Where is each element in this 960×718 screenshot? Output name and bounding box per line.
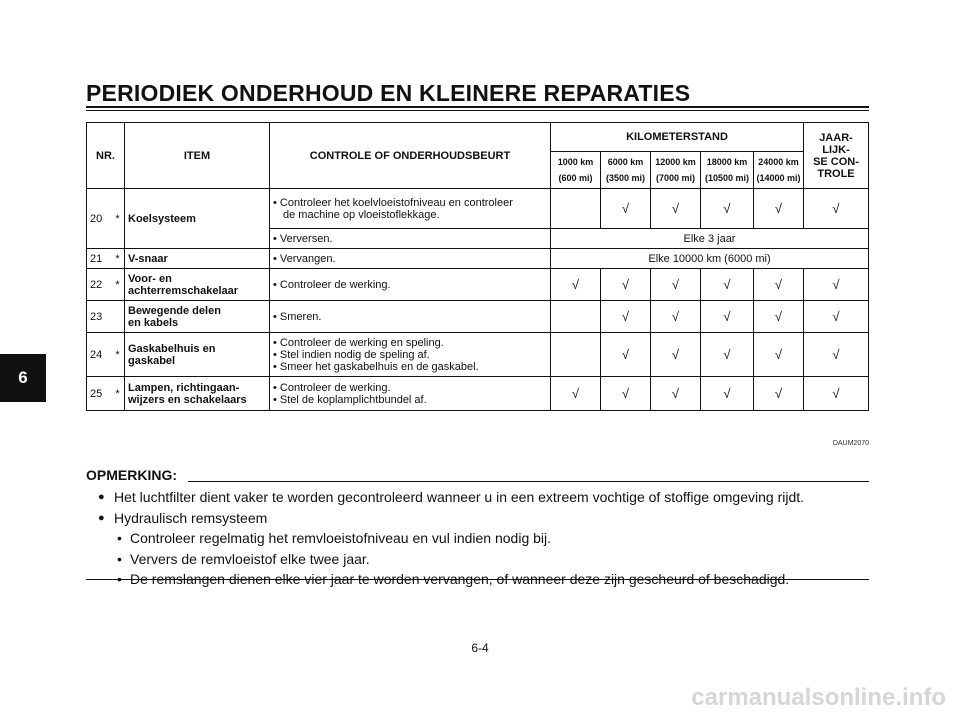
header-nr: NR.	[87, 123, 125, 189]
table-row	[87, 377, 869, 411]
row-control: • Vervangen.	[270, 249, 551, 269]
check-cell-empty	[551, 333, 601, 377]
check-cell: √	[601, 377, 651, 411]
table-row	[87, 301, 869, 333]
row-asterisk: *	[111, 269, 125, 301]
header-yearly: JAAR- LIJK- SE CON- TROLE	[804, 123, 869, 189]
page-title: PERIODIEK ONDERHOUD EN KLEINERE REPARATIES	[86, 80, 691, 106]
check-cell: √	[701, 189, 754, 229]
header-km-2: 6000 km (3500 mi)	[601, 152, 651, 189]
row-item: Bewegende delen en kabels	[125, 301, 270, 333]
check-cell: √	[754, 189, 804, 229]
header-km-3: 12000 km (7000 mi)	[651, 152, 701, 189]
check-cell: √	[601, 269, 651, 301]
row-nr: 20	[87, 189, 112, 249]
check-cell: √	[804, 269, 869, 301]
check-cell: √	[701, 269, 754, 301]
check-cell-empty	[551, 189, 601, 229]
title-rule	[86, 106, 869, 108]
note-subbullet: • Ververs de remvloeistof elke twee jaar.	[98, 549, 878, 570]
row-asterisk: *	[111, 189, 125, 249]
check-cell: √	[551, 377, 601, 411]
row-nr: 22	[87, 269, 112, 301]
row-control: • Controleer de werking. • Stel de koplamplichtbundel af.	[270, 377, 551, 411]
check-cell: √	[804, 333, 869, 377]
check-cell: √	[701, 377, 754, 411]
check-cell: √	[804, 189, 869, 229]
check-cell: √	[804, 301, 869, 333]
check-cell: √	[754, 301, 804, 333]
row-control: • Controleer het koelvloeistofniveau en controleer de machine op vloeistoflekkage.	[270, 189, 551, 229]
header-control: CONTROLE OF ONDERHOUDSBEURT	[270, 123, 551, 189]
note-bullet: ● Hydraulisch remsysteem	[98, 508, 878, 529]
row-nr: 21	[87, 249, 112, 269]
row-item: V-snaar	[125, 249, 270, 269]
reference-code: DAUM2070	[832, 440, 869, 447]
section-tab: 6	[0, 354, 46, 402]
check-cell: √	[804, 377, 869, 411]
check-cell: √	[651, 377, 701, 411]
check-cell: √	[651, 269, 701, 301]
row-item: Lampen, richtingaan- wijzers en schakelaars	[125, 377, 270, 411]
note-heading: OPMERKING:	[86, 467, 177, 483]
row-asterisk: *	[111, 377, 125, 411]
row-item: Koelsysteem	[125, 189, 270, 249]
header-item: ITEM	[125, 123, 270, 189]
note-rule	[188, 481, 869, 482]
check-cell: √	[651, 189, 701, 229]
interval-cell: Elke 3 jaar	[551, 229, 869, 249]
row-item: Voor- en achterremschakelaar	[125, 269, 270, 301]
check-cell: √	[754, 269, 804, 301]
watermark: carmanualsonline.info	[691, 684, 946, 711]
check-cell: √	[601, 333, 651, 377]
header-km-4: 18000 km (10500 mi)	[701, 152, 754, 189]
note-subbullet: • De remslangen dienen elke vier jaar te worden vervangen, of wanneer deze zijn gescheurd of beschadigd.	[98, 569, 878, 590]
table-row	[87, 269, 869, 301]
check-cell-empty	[551, 301, 601, 333]
check-cell: √	[651, 301, 701, 333]
check-cell: √	[701, 333, 754, 377]
table-header-row	[87, 123, 869, 152]
check-cell: √	[651, 333, 701, 377]
table-row	[87, 333, 869, 377]
row-control: • Smeren.	[270, 301, 551, 333]
maintenance-table	[86, 122, 869, 411]
title-rule-thin	[86, 110, 869, 111]
check-cell: √	[601, 301, 651, 333]
notes-list	[98, 487, 878, 590]
row-nr: 25	[87, 377, 112, 411]
check-cell: √	[601, 189, 651, 229]
check-cell: √	[754, 377, 804, 411]
table-row	[87, 189, 869, 229]
note-subbullet: • Controleer regelmatig het remvloeistofniveau en vul indien nodig bij.	[98, 528, 878, 549]
table-row	[87, 249, 869, 269]
row-control: • Controleer de werking.	[270, 269, 551, 301]
check-cell: √	[701, 301, 754, 333]
row-asterisk: *	[111, 333, 125, 377]
row-nr: 23	[87, 301, 112, 333]
row-asterisk: *	[111, 249, 125, 269]
note-bullet: ● Het luchtfilter dient vaker te worden gecontroleerd wanneer u in een extreem vochtige of stoffige omgeving rijdt.	[98, 487, 878, 508]
row-control: • Verversen.	[270, 229, 551, 249]
header-km-group: KILOMETERSTAND	[551, 123, 804, 152]
header-km-1: 1000 km (600 mi)	[551, 152, 601, 189]
interval-cell: Elke 10000 km (6000 mi)	[551, 249, 869, 269]
row-control: • Controleer de werking en speling. • Stel indien nodig de speling af. • Smeer het gaskabelhuis en de gaskabel.	[270, 333, 551, 377]
row-nr: 24	[87, 333, 112, 377]
notes-end-rule	[86, 579, 869, 580]
page-number: 6-4	[471, 641, 489, 655]
check-cell: √	[551, 269, 601, 301]
check-cell: √	[754, 333, 804, 377]
header-km-5: 24000 km (14000 mi)	[754, 152, 804, 189]
row-asterisk	[111, 301, 125, 333]
row-item: Gaskabelhuis en gaskabel	[125, 333, 270, 377]
